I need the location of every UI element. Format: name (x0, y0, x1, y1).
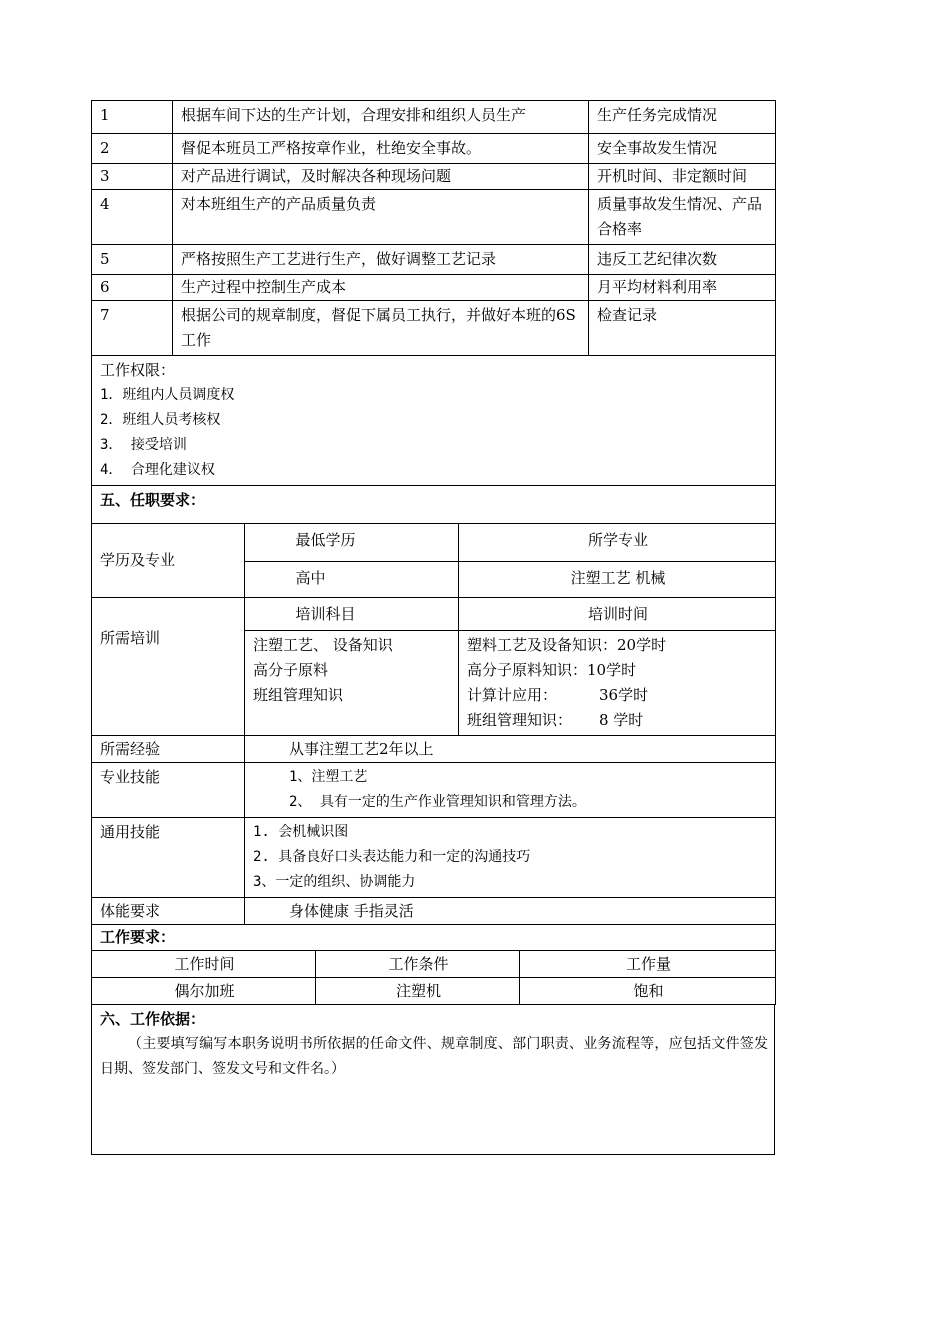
gen-skill-item: 3、一定的组织、协调能力 (253, 874, 416, 890)
duty-no: 5 (92, 245, 173, 275)
duty-no: 6 (92, 275, 173, 301)
authority-item: 2．班组人员考核权 (100, 412, 221, 428)
training-subject-header: 培训科目 (245, 598, 459, 631)
authority-item: 4． 合理化建议权 (100, 462, 215, 478)
duty-no: 7 (92, 301, 173, 356)
duty-row (92, 134, 776, 164)
duty-content: 对本班组生产的产品质量负责 (173, 190, 589, 245)
education-min-header: 最低学历 (245, 524, 459, 562)
duty-standard: 违反工艺纪律次数 (589, 245, 776, 275)
duty-standard: 检查记录 (589, 301, 776, 356)
training-time: 塑料工艺及设备知识：20学时 (467, 636, 667, 654)
duty-row (92, 164, 776, 190)
training-subject: 高分子原料 (253, 661, 329, 679)
section6-title: 六、工作依据： (100, 1010, 206, 1028)
duty-standard: 月平均材料利用率 (589, 275, 776, 301)
duties-table (91, 100, 776, 524)
section6-row (92, 1005, 775, 1155)
duty-row (92, 101, 776, 134)
section5-row (92, 486, 776, 524)
authority-title: 工作权限： (100, 361, 176, 379)
work-req-header: 工作条件 (316, 951, 520, 978)
work-req-table (91, 950, 776, 1005)
gen-skills-row (92, 818, 776, 898)
training-time-value: 36学时 (599, 686, 649, 704)
section6-note: （主要填写编写本职务说明书所依据的任命文件、规章制度、部门职责、业务流程等，应包括文件签发日期、签发部门、签发文号和文件名。） (100, 1036, 768, 1077)
duty-no: 2 (92, 134, 173, 164)
education-label: 学历及专业 (92, 524, 245, 598)
duty-content: 督促本班员工严格按章作业，杜绝安全事故。 (173, 134, 589, 164)
work-req-header: 工作时间 (92, 951, 316, 978)
training-subject: 班组管理知识 (253, 686, 344, 704)
pro-skills-row (92, 763, 776, 818)
training-time: 班组管理知识： (467, 711, 573, 729)
gen-skill-item: 2. 具备良好口头表达能力和一定的沟通技巧 (253, 849, 531, 865)
duty-row (92, 245, 776, 275)
duty-no: 4 (92, 190, 173, 245)
work-req-value: 注塑机 (316, 978, 520, 1005)
training-time: 高分子原料知识：10学时 (467, 661, 637, 679)
job-description-page (91, 100, 775, 1155)
duty-row (92, 301, 776, 356)
section6-table (91, 1004, 775, 1155)
duty-no: 1 (92, 101, 173, 134)
duty-content: 严格按照生产工艺进行生产，做好调整工艺记录 (173, 245, 589, 275)
duty-content: 根据车间下达的生产计划，合理安排和组织人员生产 (173, 101, 589, 134)
education-major-value: 注塑工艺 机械 (459, 562, 776, 598)
work-req-title: 工作要求： (92, 925, 776, 951)
duty-row (92, 275, 776, 301)
work-req-value-row (92, 978, 776, 1005)
training-subject: 注塑工艺、 设备知识 (253, 636, 393, 654)
gen-skill-item: 1. 会机械识图 (253, 824, 349, 840)
pro-skill-item: 1、注塑工艺 (289, 769, 368, 785)
duty-standard: 生产任务完成情况 (589, 101, 776, 134)
authority-item: 3． 接受培训 (100, 437, 187, 453)
authority-item: 1．班组内人员调度权 (100, 387, 235, 403)
experience-label: 所需经验 (92, 736, 245, 763)
work-req-value: 饱和 (520, 978, 776, 1005)
duty-content: 根据公司的规章制度，督促下属员工执行，并做好本班的6S工作 (173, 301, 589, 356)
work-req-value: 偶尔加班 (92, 978, 316, 1005)
experience-row (92, 736, 776, 763)
duty-content: 对产品进行调试，及时解决各种现场问题 (173, 164, 589, 190)
physical-label: 体能要求 (92, 898, 245, 925)
physical-row (92, 898, 776, 925)
physical-value: 身体健康 手指灵活 (245, 898, 776, 925)
training-time: 计算计应用： (467, 686, 558, 704)
experience-value: 从事注塑工艺2年以上 (245, 736, 776, 763)
work-req-header-row (92, 951, 776, 978)
training-time-value: 8 学时 (599, 711, 644, 729)
duty-standard: 开机时间、非定额时间 (589, 164, 776, 190)
education-min-value: 高中 (245, 562, 459, 598)
pro-skill-item: 2、 具有一定的生产作业管理知识和管理方法。 (289, 794, 586, 810)
training-label: 所需培训 (92, 598, 245, 736)
requirements-table (91, 523, 776, 951)
education-header-row (92, 524, 776, 562)
training-header-row (92, 598, 776, 631)
duty-row (92, 190, 776, 245)
training-time-header: 培训时间 (459, 598, 776, 631)
duty-content: 生产过程中控制生产成本 (173, 275, 589, 301)
work-req-title-row (92, 925, 776, 951)
work-req-header: 工作量 (520, 951, 776, 978)
education-major-header: 所学专业 (459, 524, 776, 562)
duty-no: 3 (92, 164, 173, 190)
gen-skills-label: 通用技能 (92, 818, 245, 898)
duty-standard: 安全事故发生情况 (589, 134, 776, 164)
duty-standard: 质量事故发生情况、产品合格率 (589, 190, 776, 245)
pro-skills-label: 专业技能 (92, 763, 245, 818)
section5-title: 五、任职要求： (92, 486, 776, 524)
authority-row (92, 356, 776, 486)
